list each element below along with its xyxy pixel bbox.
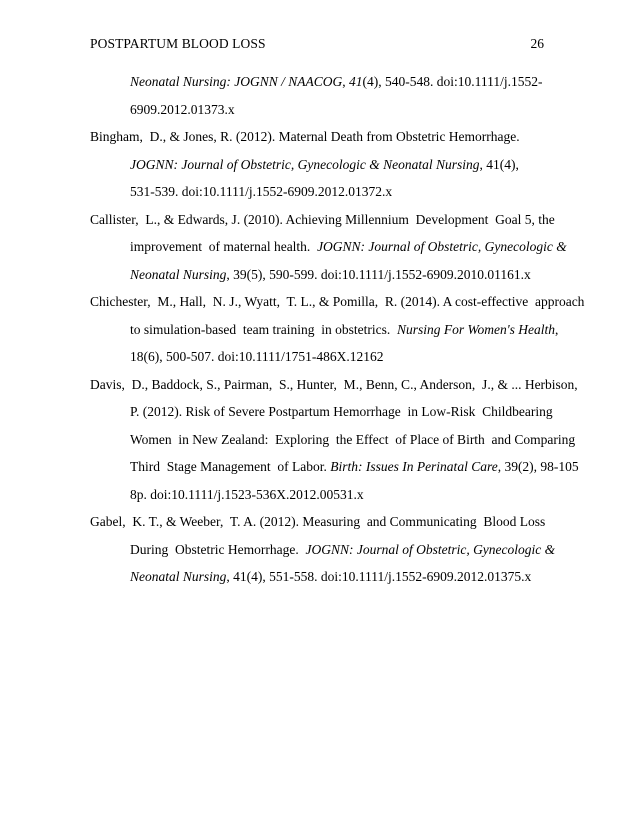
- italic-segment: JOGNN: Journal of Obstetric, Gynecologic &: [305, 541, 556, 557]
- text-segment: Third Stage Management of Labor.: [130, 459, 331, 474]
- reference-entry: [90, 371, 579, 509]
- reference-line: [130, 316, 560, 344]
- reference-line: [90, 206, 560, 234]
- page-header: [90, 36, 544, 56]
- text-segment: 531-539. doi:10.1111/j.1552-6909.2012.01372.x: [130, 184, 393, 199]
- text-segment: Gabel, K. T., & Weeber, T. A. (2012). Measuring and Communicating Blood Loss: [90, 514, 546, 529]
- text-segment: Women in New Zealand: Exploring the Effect of Place of Birth and Comparing: [130, 431, 576, 447]
- reference-line: [130, 453, 579, 481]
- reference-line: [90, 123, 560, 151]
- italic-segment: Birth: Issues In Perinatal Care: [330, 459, 498, 474]
- running-head: POSTPARTUM BLOOD LOSS: [90, 36, 266, 51]
- reference-line: [90, 371, 578, 399]
- reference-line: [90, 508, 560, 536]
- text-segment: P. (2012). Risk of Severe Postpartum Hemorrhage in Low-Risk Childbearing: [130, 404, 553, 419]
- reference-line: [130, 233, 567, 261]
- text-segment: Callister, L., & Edwards, J. (2010). Achieving Millennium Development Goal 5, the: [90, 211, 555, 227]
- reference-entry: [90, 508, 560, 591]
- text-segment: (4), 540-548. doi:10.1111/j.1552-: [362, 74, 543, 89]
- reference-list: [90, 68, 585, 591]
- text-segment: ,: [342, 74, 350, 89]
- italic-segment: Neonatal Nursing: [130, 266, 227, 282]
- reference-entry: [90, 68, 560, 123]
- reference-line: [90, 288, 585, 316]
- text-segment: Bingham, D., & Jones, R. (2012). Maternal Death from Obstetric Hemorrhage.: [90, 129, 520, 144]
- reference-line: [130, 96, 560, 124]
- italic-segment: Nursing For Women's Health: [396, 321, 555, 337]
- reference-line: [130, 481, 560, 509]
- italic-segment: JOGNN: Journal of Obstetric, Gynecologic & Neonatal Nursing: [130, 156, 480, 172]
- text-segment: ,: [554, 321, 559, 337]
- page-number: 26: [530, 36, 544, 51]
- reference-line: [130, 536, 560, 564]
- reference-line: [130, 178, 560, 206]
- text-segment: , 41(4), 551-558. doi:10.1111/j.1552-6909.2012.01375.x: [226, 569, 532, 584]
- text-segment: 6909.2012.01373.x: [130, 101, 235, 117]
- text-segment: 8p. doi:10.1111/j.1523-536X.2012.00531.x: [130, 486, 364, 502]
- text-segment: , 39(2), 98-105: [497, 459, 579, 474]
- text-segment: , 41(4),: [479, 156, 519, 172]
- reference-line: [130, 563, 560, 591]
- text-segment: Chichester, M., Hall, N. J., Wyatt, T. L., & Pomilla, R. (2014). A cost-effective approach: [90, 294, 585, 309]
- reference-line: [130, 343, 560, 371]
- text-segment: During Obstetric Hemorrhage.: [130, 541, 306, 557]
- text-segment: , 39(5), 590-599. doi:10.1111/j.1552-6909.2010.01161.x: [226, 266, 531, 282]
- italic-segment: Neonatal Nursing: [130, 569, 227, 584]
- text-segment: to simulation-based team training in obstetrics.: [130, 321, 397, 337]
- italic-segment: Neonatal Nursing: JOGNN / NAACOG: [130, 74, 343, 89]
- italic-segment: JOGNN: Journal of Obstetric, Gynecologic &: [317, 239, 567, 254]
- reference-line: [130, 261, 560, 289]
- text-segment: improvement of maternal health.: [130, 239, 318, 254]
- text-segment: 18(6), 500-507. doi:10.1111/1751-486X.12162: [130, 349, 384, 364]
- reference-line: [130, 68, 560, 96]
- reference-line: [130, 151, 560, 179]
- reference-line: [130, 426, 576, 454]
- reference-line: [130, 398, 560, 426]
- reference-entry: [90, 123, 560, 206]
- reference-entry: [90, 206, 567, 289]
- italic-segment: 41: [349, 74, 363, 89]
- text-segment: Davis, D., Baddock, S., Pairman, S., Hunter, M., Benn, C., Anderson, J., & ... Herbison,: [90, 376, 578, 392]
- reference-entry: [90, 288, 585, 371]
